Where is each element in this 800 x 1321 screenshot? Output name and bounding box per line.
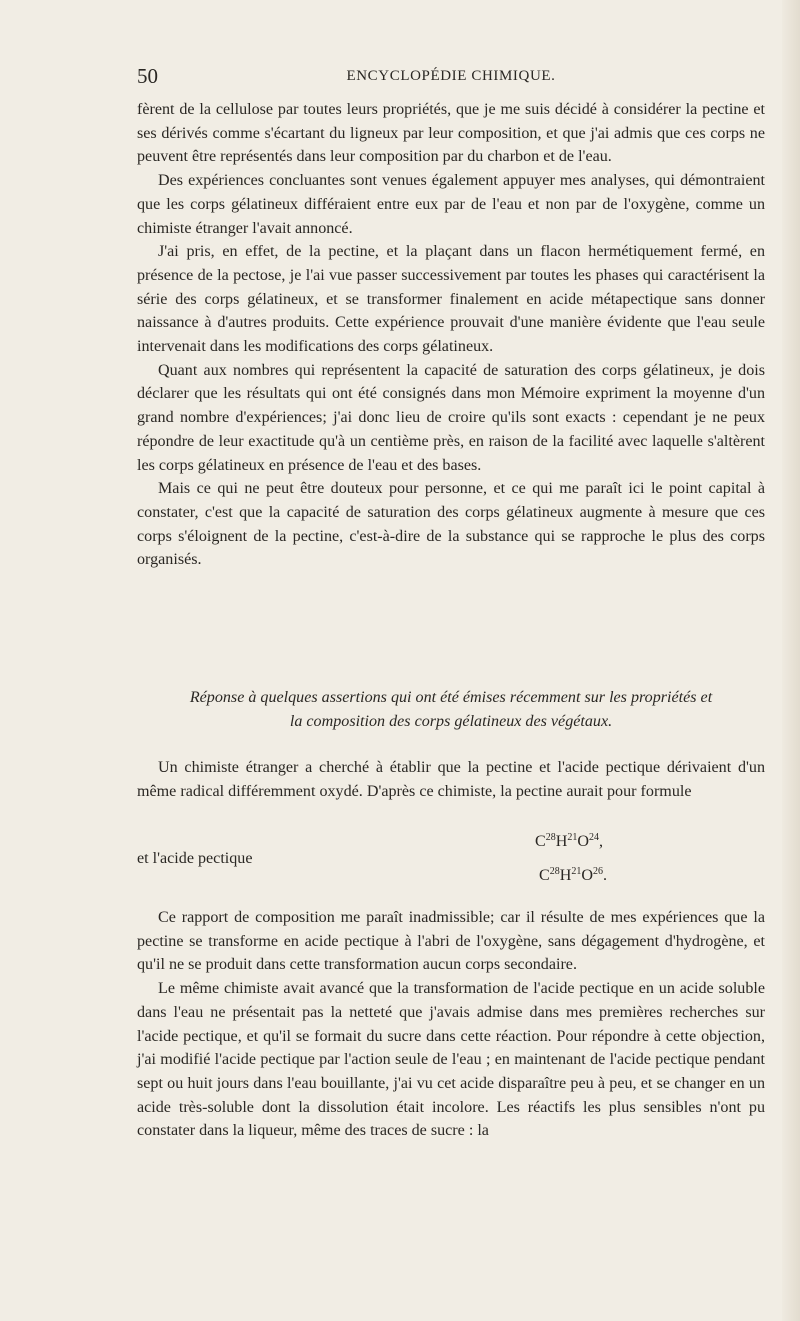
running-title: ENCYCLOPÉDIE CHIMIQUE. <box>346 68 556 84</box>
section-heading-line: la composition des corps gélatineux des végétaux. <box>289 712 613 730</box>
body-text-formula-intro <box>137 756 765 803</box>
paragraph: Un chimiste étranger a cherché à établir que la pectine et l'acide pectique dérivaient d'un même radical différemment oxydé. D'après ce chimiste, la pectine aurait pour formule <box>137 759 765 800</box>
body-text-bottom <box>137 906 765 1143</box>
formula-pectine: $C^{28}H^{21}O^{24}$, <box>535 832 604 850</box>
paragraph: Des expériences concluantes sont venues également appuyer mes analyses, qui démontraient que les corps gélatineux différaient entre eux par de l'eau et non par de l'oxygène, comme un chimiste étranger l'avait annoncé. <box>137 172 765 237</box>
paragraph: Ce rapport de composition me paraît inadmissible; car il résulte de mes expériences que la pectine se transforme en acide pectique à l'abri de l'oxygène, sans dégagement d'hydrogène, et qu'il ne se produit dans cette transformation aucun corps secondaire. <box>137 909 765 974</box>
formula-label-acide: et l'acide pectique <box>137 850 253 867</box>
paragraph: Quant aux nombres qui représentent la capacité de saturation des corps gélatineux, je dois déclarer que les résultats qui ont été consignés dans mon Mémoire expriment la moyenne d'un grand nombre d'expériences; j'ai donc lieu de croire qu'ils sont exacts : cependant je ne peux répondre de leur exactitude qu'à un centième près, en raison de la facilité avec laquelle s'altèrent les corps gélatineux en présence de l'eau et des bases. <box>137 361 765 474</box>
paragraph: Mais ce qui ne peut être douteux pour personne, et ce qui me paraît ici le point capital à constater, c'est que la capacité de saturation des corps gélatineux augmente à mesure que ces corps s'éloignent de la pectine, c'est-à-dire de la substance qui se rapproche le plus des corps organisés. <box>137 480 765 569</box>
body-text-top <box>137 98 765 572</box>
page-number: 50 <box>137 64 158 88</box>
section-heading-line: Réponse à quelques assertions qui ont été émises récemment sur les propriétés et <box>189 689 713 706</box>
page-edge-shadow <box>782 0 800 1321</box>
formula-row-acide <box>137 867 765 891</box>
formula-acide-pectique: $C^{28}H^{21}O^{26}$. <box>539 866 608 884</box>
paragraph-continuation: fèrent de la cellulose par toutes leurs propriétés, que je me suis décidé à considérer la pectine et ses dérivés comme s'écartant du ligneux par leur composition, et que j'ai admis que ces corps ne peuvent être représentés dans leur composition par du charbon et de l'eau. <box>137 101 765 166</box>
section-heading <box>137 686 765 733</box>
page-header <box>137 62 765 92</box>
paragraph: J'ai pris, en effet, de la pectine, et la plaçant dans un flacon hermétiquement fermé, en présence de la pectose, je l'ai vue passer successivement par toutes les phases qui caractérisent la série des corps gélatineux, et se transformer finalement en acide métapectique sans donner naissance à d'autres produits. Cette expérience prouvait d'une manière évidente que l'eau seule intervenait dans les modifications des corps gélatineux. <box>137 243 765 356</box>
paragraph: Le même chimiste avait avancé que la transformation de l'acide pectique en un acide soluble dans l'eau ne présentait pas la netteté que j'avais admise dans mes premières recherches sur l'acide pectique, et qu'il se formait du sucre dans cette réaction. Pour répondre à cette objection, j'ai modifié l'acide pectique par l'action seule de l'eau ; en maintenant de l'acide pectique pendant sept ou huit jours dans l'eau bouillante, j'ai vu cet acide disparaître peu à peu, et se changer en un acide très-soluble dont la dissolution était incolore. Les réactifs les plus sensibles n'ont pu constater dans la liqueur, même des traces de sucre : la <box>137 980 765 1140</box>
